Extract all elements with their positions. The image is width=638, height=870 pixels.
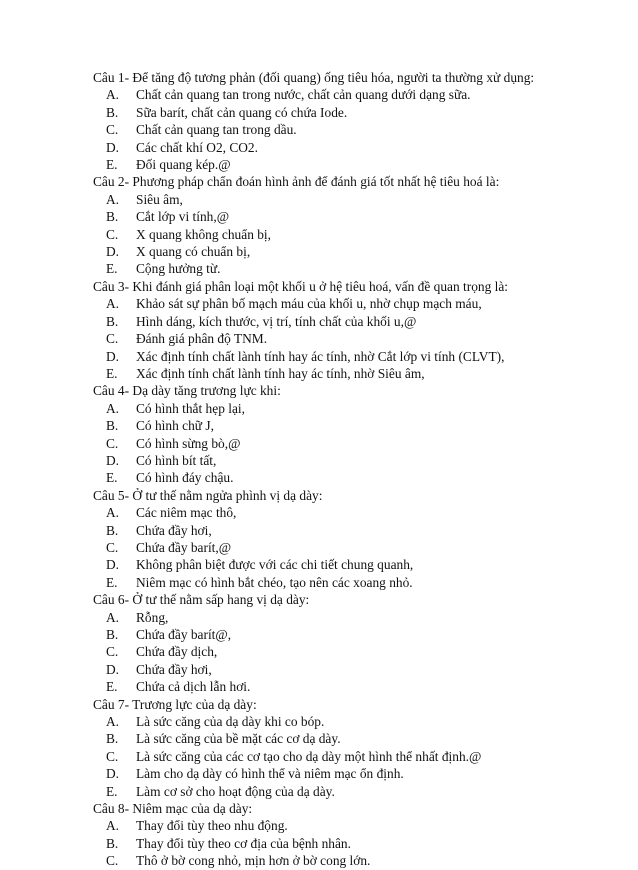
- option-letter: C.: [106, 539, 119, 555]
- question-title: Câu 7- Trương lực của dạ dày:: [93, 696, 257, 712]
- question-title: Câu 4- Dạ dày tăng trương lực khi:: [93, 383, 281, 399]
- option-text: Chứa đầy barít,@: [136, 539, 232, 555]
- option-text: Niêm mạc có hình bắt chéo, tạo nên các xoang nhỏ.: [136, 574, 413, 590]
- option-letter: C.: [106, 853, 119, 869]
- answer-options: [93, 504, 598, 591]
- option-letter: E.: [106, 574, 118, 590]
- option-text: Xác định tính chất lành tính hay ác tính, nhờ Siêu âm,: [136, 365, 425, 381]
- option-text: Hình dáng, kích thước, vị trí, tính chất của khối u,@: [136, 313, 417, 329]
- answer-option: [93, 400, 598, 417]
- answer-option: [93, 574, 598, 591]
- option-text: Có hình chữ J,: [136, 418, 214, 434]
- answer-option: [93, 835, 598, 852]
- option-letter: C.: [106, 331, 119, 347]
- question-block: [93, 696, 598, 800]
- answer-option: [93, 817, 598, 834]
- option-text: Chứa đầy dịch,: [136, 644, 218, 660]
- option-text: Rỗng,: [136, 609, 169, 625]
- option-text: Chất cản quang tan trong dầu.: [136, 122, 297, 138]
- answer-options: [93, 400, 598, 487]
- option-text: Là sức căng của dạ dày khi co bóp.: [136, 714, 325, 730]
- option-letter: C.: [106, 748, 119, 764]
- answer-option: [93, 348, 598, 365]
- option-letter: B.: [106, 104, 119, 120]
- answer-option: [93, 469, 598, 486]
- option-letter: E.: [106, 365, 118, 381]
- option-text: Có hình thắt hẹp lại,: [136, 400, 245, 416]
- answer-option: [93, 330, 598, 347]
- option-text: Có hình bít tất,: [136, 452, 217, 468]
- option-text: Đối quang kép.@: [136, 157, 231, 173]
- option-letter: A.: [106, 400, 120, 416]
- option-letter: C.: [106, 122, 119, 138]
- question-title: Câu 6- Ở tư thế nằm sấp hang vị dạ dày:: [93, 592, 310, 608]
- answer-option: [93, 435, 598, 452]
- answer-option: [93, 139, 598, 156]
- question-block: [93, 800, 598, 870]
- answer-option: [93, 678, 598, 695]
- option-text: X quang không chuẩn bị,: [136, 226, 271, 242]
- option-text: Thay đổi tùy theo nhu động.: [136, 818, 288, 834]
- option-letter: B.: [106, 209, 119, 225]
- option-letter: E.: [106, 261, 118, 277]
- option-letter: A.: [106, 191, 120, 207]
- answer-option: [93, 86, 598, 103]
- option-letter: D.: [106, 766, 120, 782]
- answer-option: [93, 260, 598, 277]
- option-letter: B.: [106, 731, 119, 747]
- answer-options: [93, 295, 598, 382]
- option-letter: B.: [106, 418, 119, 434]
- option-text: Cộng hưởng từ.: [136, 261, 221, 277]
- answer-options: [93, 191, 598, 278]
- question-title: Câu 1- Để tăng độ tương phản (đối quang) ống tiêu hóa, người ta thường xử dụng:: [93, 70, 535, 85]
- answer-option: [93, 417, 598, 434]
- option-letter: D.: [106, 244, 120, 260]
- answer-options: [93, 713, 598, 800]
- option-letter: A.: [106, 609, 120, 625]
- question-block: [93, 591, 598, 695]
- answer-option: [93, 556, 598, 573]
- answer-option: [93, 156, 598, 173]
- answer-options: [93, 86, 598, 173]
- option-text: Xác định tính chất lành tính hay ác tính, nhờ Cắt lớp vi tính (CLVT),: [136, 348, 505, 364]
- option-text: Sữa barít, chất cản quang có chứa Iode.: [136, 104, 348, 120]
- question-block: [93, 382, 598, 486]
- option-text: Chứa cả dịch lẫn hơi.: [136, 679, 251, 695]
- option-text: Là sức căng của các cơ tạo cho dạ dày một hình thể nhất định.@: [136, 748, 482, 764]
- answer-option: [93, 121, 598, 138]
- answer-option: [93, 226, 598, 243]
- option-text: Làm cơ sở cho hoạt động của dạ dày.: [136, 783, 335, 799]
- option-text: Thay đổi tùy theo cơ địa của bệnh nhân.: [136, 835, 351, 851]
- option-text: Siêu âm,: [136, 191, 183, 207]
- option-letter: D.: [106, 348, 120, 364]
- answer-option: [93, 852, 598, 869]
- option-text: Không phân biệt được với các chi tiết chung quanh,: [136, 557, 414, 573]
- option-text: Có hình đáy chậu.: [136, 470, 234, 486]
- option-letter: B.: [106, 313, 119, 329]
- option-text: Thô ở bờ cong nhỏ, mịn hơn ở bờ cong lớn.: [136, 853, 371, 869]
- question-block: [93, 487, 598, 591]
- answer-option: [93, 730, 598, 747]
- option-letter: A.: [106, 818, 120, 834]
- question-title: Câu 5- Ở tư thế nằm ngửa phình vị dạ dày:: [93, 487, 323, 503]
- option-letter: A.: [106, 87, 120, 103]
- option-text: Chứa đầy hơi,: [136, 661, 212, 677]
- option-letter: A.: [106, 296, 120, 312]
- option-letter: D.: [106, 557, 120, 573]
- option-letter: D.: [106, 661, 120, 677]
- option-letter: C.: [106, 644, 119, 660]
- option-letter: A.: [106, 505, 120, 521]
- question-title: Câu 8- Niêm mạc của dạ dày:: [93, 801, 253, 817]
- answer-option: [93, 522, 598, 539]
- option-letter: D.: [106, 452, 120, 468]
- option-text: Chất cản quang tan trong nước, chất cản quang dưới dạng sữa.: [136, 87, 471, 103]
- option-text: Làm cho dạ dày có hình thể và niêm mạc ổn định.: [136, 766, 404, 782]
- answer-option: [93, 748, 598, 765]
- answer-option: [93, 104, 598, 121]
- answer-option: [93, 243, 598, 260]
- option-text: Đánh giá phân độ TNM.: [136, 331, 268, 347]
- option-text: Cắt lớp vi tính,@: [136, 209, 230, 225]
- answer-options: [93, 817, 598, 869]
- option-letter: B.: [106, 522, 119, 538]
- answer-option: [93, 313, 598, 330]
- option-text: Các niêm mạc thô,: [136, 505, 237, 521]
- answer-option: [93, 504, 598, 521]
- option-text: Chứa đầy barít@,: [136, 627, 232, 642]
- option-letter: E.: [106, 157, 118, 173]
- answer-option: [93, 208, 598, 225]
- answer-option: [93, 765, 598, 782]
- option-letter: E.: [106, 783, 118, 799]
- question-block: [93, 69, 598, 173]
- answer-option: [93, 783, 598, 800]
- option-text: Có hình sừng bò,@: [136, 435, 241, 451]
- answer-option: [93, 365, 598, 382]
- question-block: [93, 173, 598, 277]
- option-letter: A.: [106, 714, 120, 730]
- answer-option: [93, 191, 598, 208]
- option-letter: E.: [106, 679, 118, 695]
- option-letter: D.: [106, 139, 120, 155]
- question-block: [93, 278, 598, 382]
- question-title: Câu 2- Phương pháp chẩn đoán hình ảnh để đánh giá tốt nhất hệ tiêu hoá là:: [93, 174, 500, 190]
- option-letter: B.: [106, 835, 119, 851]
- answer-option: [93, 661, 598, 678]
- option-letter: C.: [106, 226, 119, 242]
- answer-option: [93, 295, 598, 312]
- answer-option: [93, 626, 598, 643]
- option-text: Là sức căng của bề mặt các cơ dạ dày.: [136, 731, 341, 747]
- answer-option: [93, 539, 598, 556]
- answer-option: [93, 609, 598, 626]
- option-text: Khảo sát sự phân bố mạch máu của khối u, nhờ chụp mạch máu,: [136, 296, 482, 312]
- answer-option: [93, 452, 598, 469]
- answer-option: [93, 713, 598, 730]
- option-letter: B.: [106, 627, 119, 642]
- question-title: Câu 3- Khi đánh giá phân loại một khối u ở hệ tiêu hoá, vấn đề quan trọng là:: [93, 278, 509, 294]
- option-text: Chứa đầy hơi,: [136, 522, 212, 538]
- option-text: Các chất khí O2, CO2.: [136, 139, 258, 155]
- answer-options: [93, 609, 598, 696]
- option-text: X quang có chuẩn bị,: [136, 244, 251, 260]
- option-letter: E.: [106, 470, 118, 486]
- answer-option: [93, 643, 598, 660]
- option-letter: C.: [106, 435, 119, 451]
